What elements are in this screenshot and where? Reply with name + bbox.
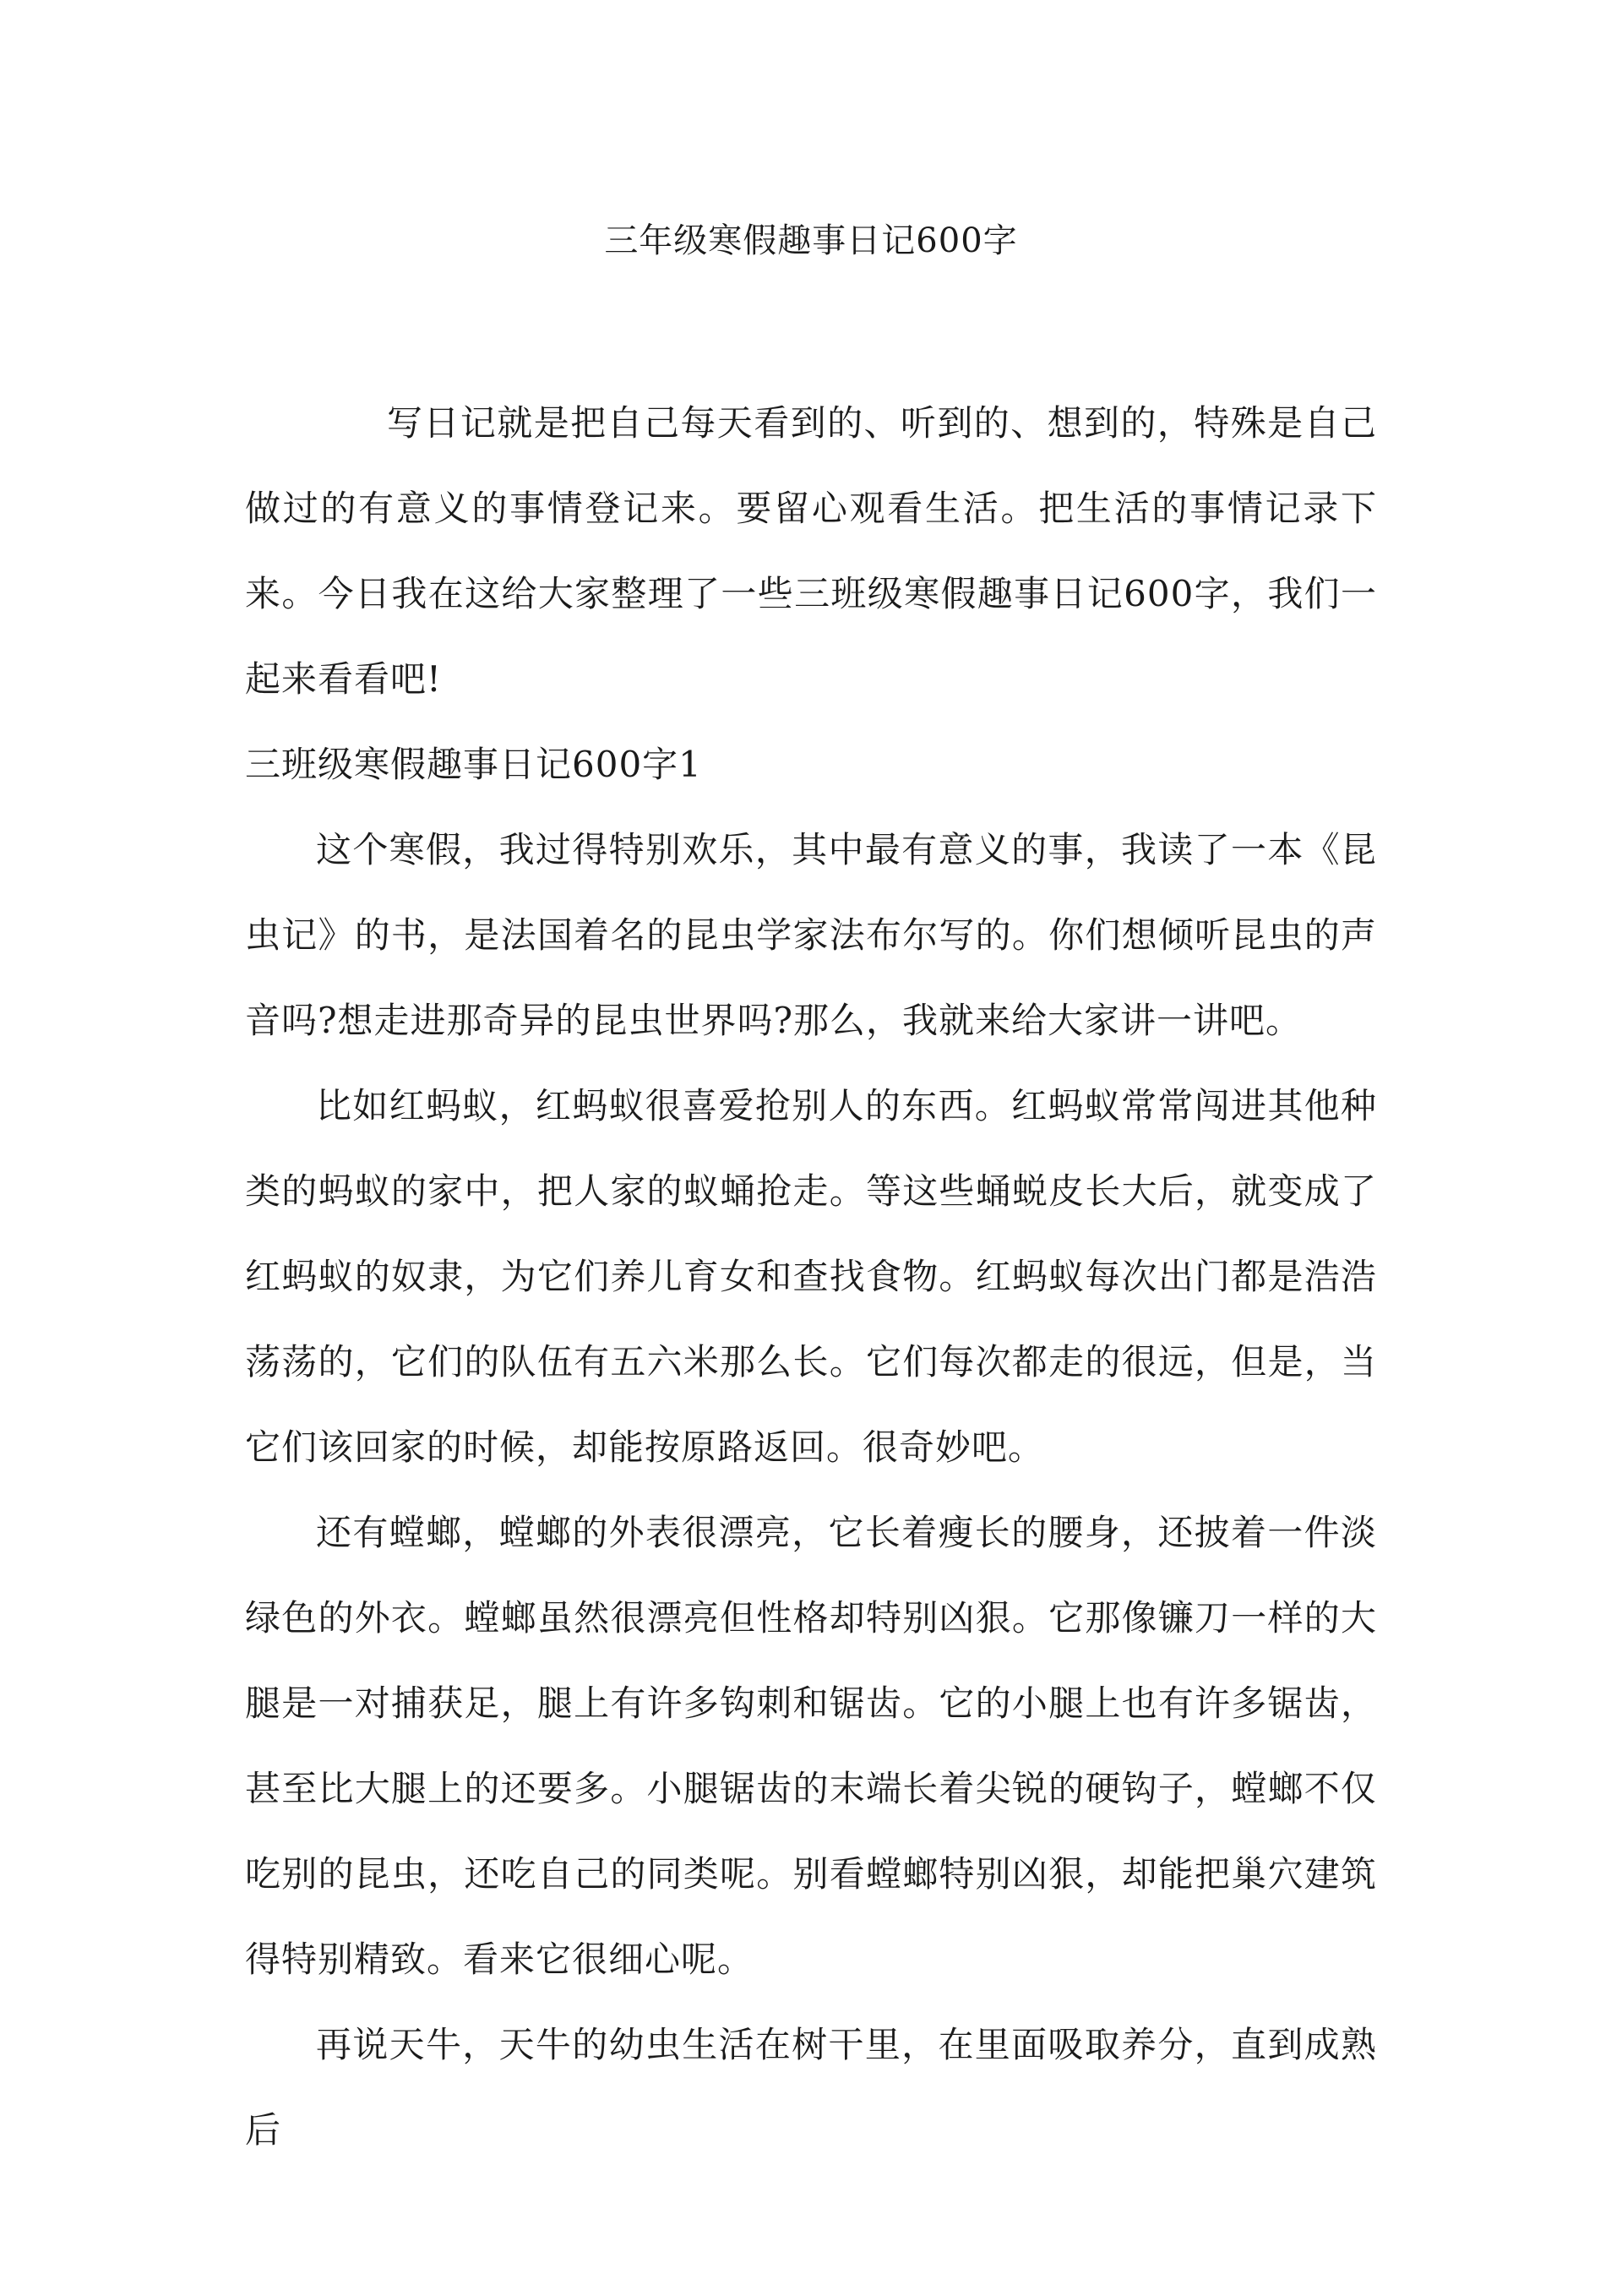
intro-paragraph: 写日记就是把自己每天看到的、听到的、想到的，特殊是自己做过的有意义的事情登记来。要留心观看生活。把生活的事情记录下来。今日我在这给大家整理了一些三班级寒假趣事日记600字，我们一起来看看吧!: [245, 402, 1377, 700]
document-title: 三年级寒假趣事日记600字: [604, 221, 1018, 260]
body-paragraph-1: 这个寒假，我过得特别欢乐，其中最有意义的事，我读了一本《昆虫记》的书，是法国着名的昆虫学家法布尔写的。你们想倾听昆虫的声音吗?想走进那奇异的昆虫世界吗?那么，我就来给大家讲一讲吧。: [245, 829, 1377, 1041]
body-paragraph-4: 再说天牛，天牛的幼虫生活在树干里，在里面吸取养分，直到成熟后: [245, 2024, 1377, 2151]
section-heading: 三班级寒假趣事日记600字1: [245, 744, 702, 785]
document-body: [245, 380, 1377, 2173]
body-paragraph-2: 比如红蚂蚁，红蚂蚁很喜爱抢别人的东西。红蚂蚁常常闯进其他种类的蚂蚁的家中，把人家的蚁蛹抢走。等这些蛹蜕皮长大后，就变成了红蚂蚁的奴隶，为它们养儿育女和查找食物。红蚂蚁每次出门都是浩浩荡荡的，它们的队伍有五六米那么长。它们每次都走的很远，但是，当它们该回家的时候，却能按原路返回。很奇妙吧。: [245, 1085, 1377, 1468]
body-paragraph-3: 还有螳螂，螳螂的外表很漂亮，它长着瘦长的腰身，还披着一件淡绿色的外衣。螳螂虽然很漂亮但性格却特别凶狠。它那像镰刀一样的大腿是一对捕获足，腿上有许多钩刺和锯齿。它的小腿上也有许多锯齿，甚至比大腿上的还要多。小腿锯齿的末端长着尖锐的硬钩子，螳螂不仅吃别的昆虫，还吃自己的同类呢。别看螳螂特别凶狠，却能把巢穴建筑得特别精致。看来它很细心呢。: [245, 1512, 1377, 1980]
